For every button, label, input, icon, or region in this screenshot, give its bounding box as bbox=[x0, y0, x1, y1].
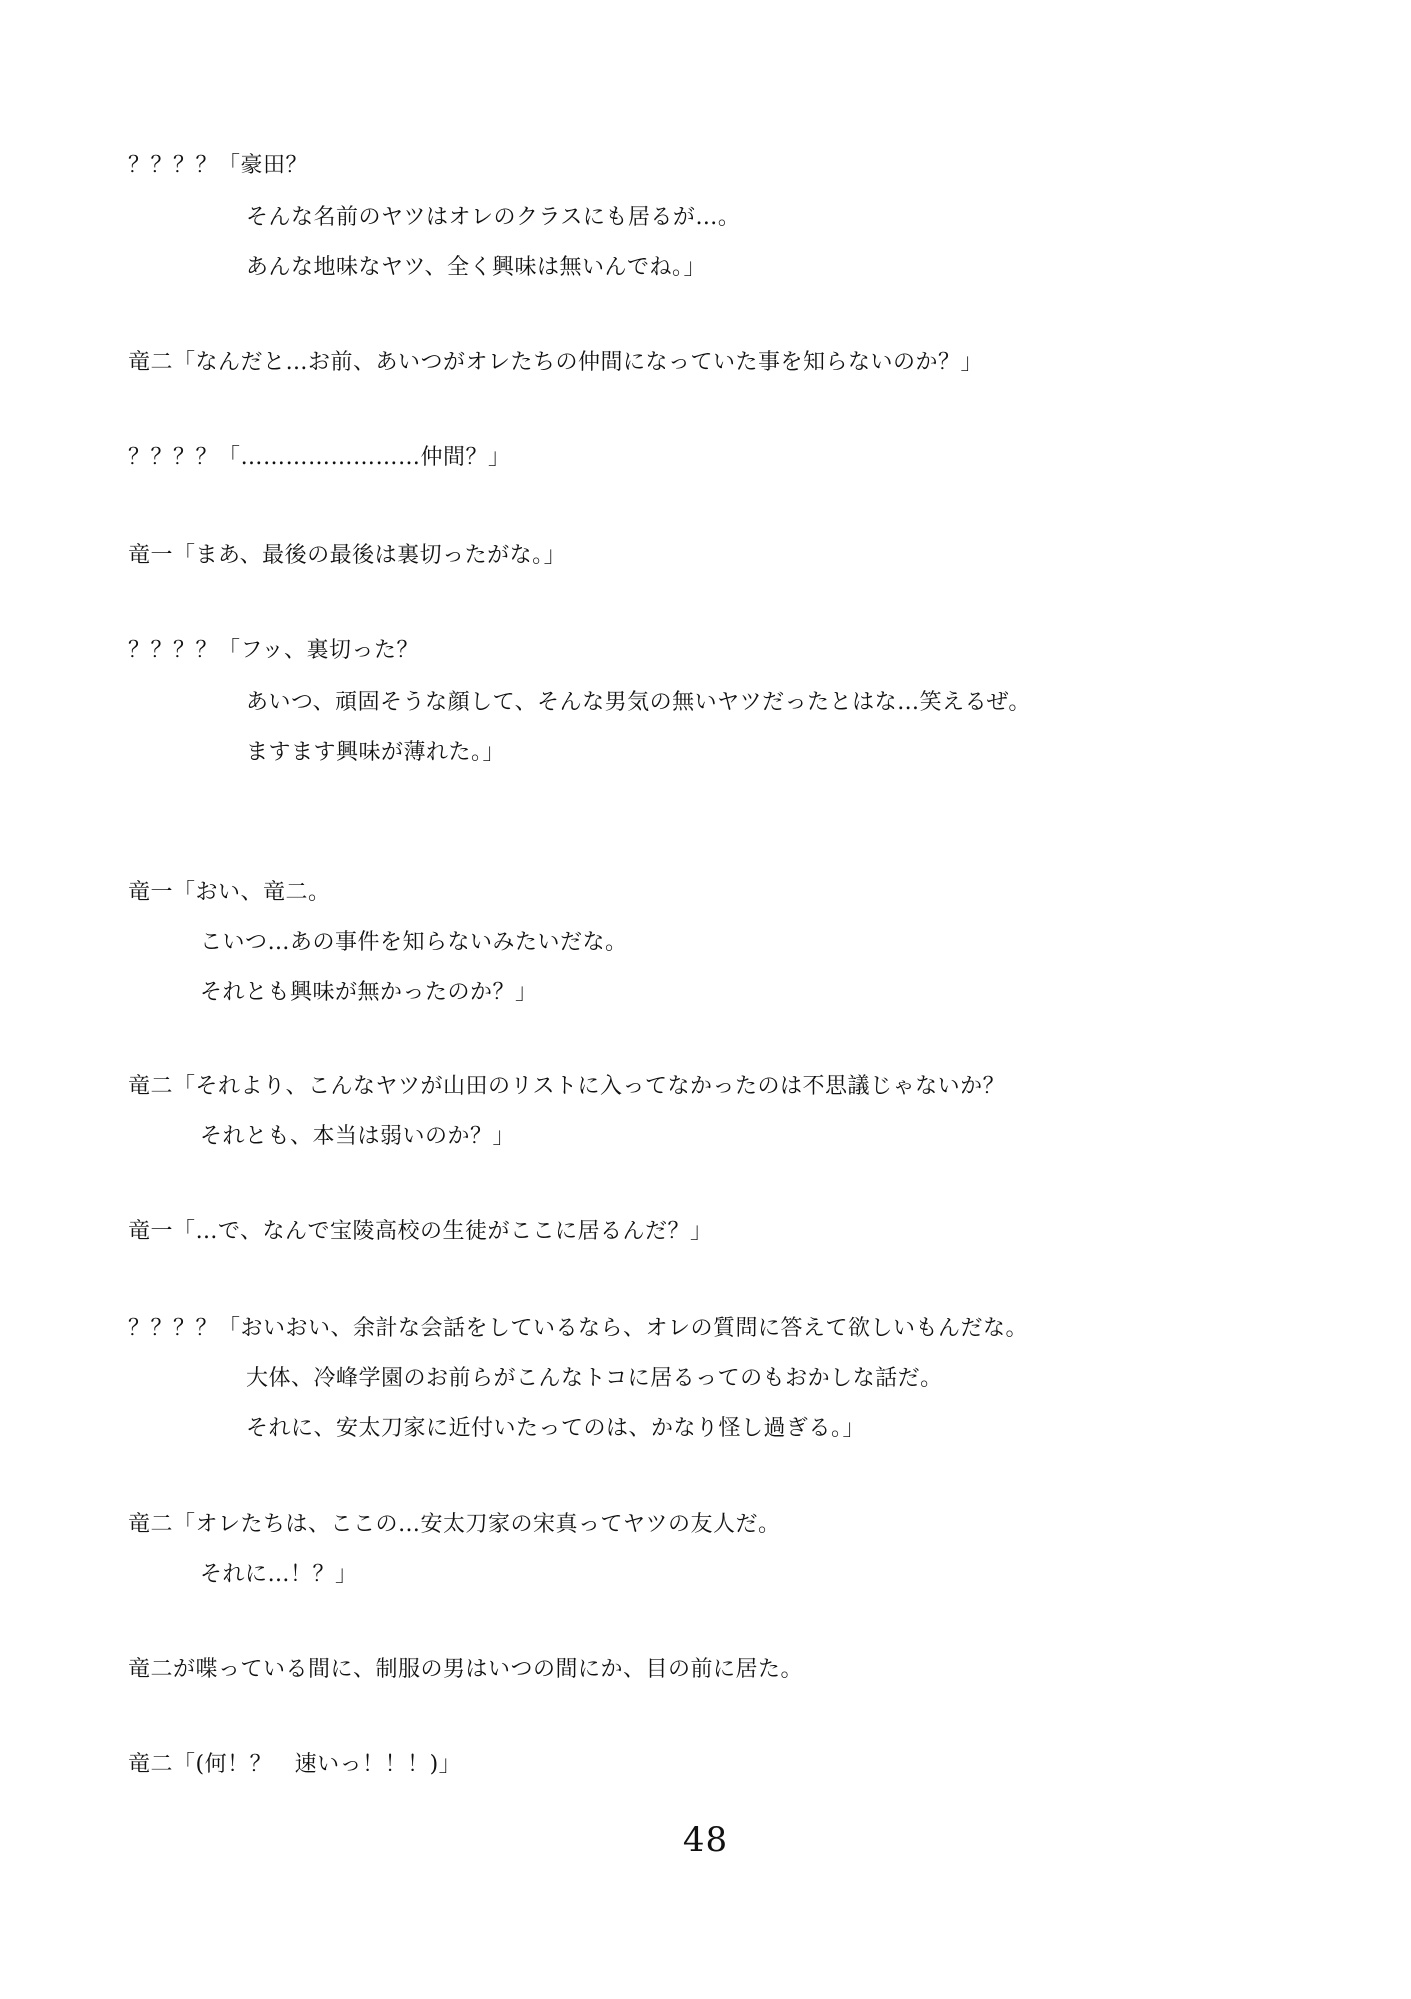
dialogue-line: それに…！？」 bbox=[200, 1562, 358, 1587]
dialogue-line: 竜一「おい、竜二。 bbox=[128, 880, 331, 905]
dialogue-line: それとも、本当は弱いのか？」 bbox=[200, 1124, 516, 1149]
dialogue-line: それとも興味が無かったのか？」 bbox=[200, 980, 538, 1005]
dialogue-line: あいつ、頑固そうな顔して、そんな男気の無いヤツだったとはな…笑えるぜ。 bbox=[246, 690, 1031, 715]
dialogue-line: 竜二「なんだと…お前、あいつがオレたちの仲間になっていた事を知らないのか？」 bbox=[128, 350, 984, 375]
dialogue-line: 竜一「…で、なんで宝陵高校の生徒がここに居るんだ？」 bbox=[128, 1219, 713, 1244]
dialogue-line: あんな地味なヤツ、全く興味は無いんでね。」 bbox=[246, 255, 706, 280]
dialogue-line: 竜一「まあ、最後の最後は裏切ったがな。」 bbox=[128, 543, 567, 568]
dialogue-line: こいつ…あの事件を知らないみたいだな。 bbox=[200, 930, 628, 955]
narration-line: 竜二が喋っている間に、制服の男はいつの間にか、目の前に居た。 bbox=[128, 1657, 804, 1682]
dialogue-line: 竜二「それより、こんなヤツが山田のリストに入ってなかったのは不思議じゃないか？ bbox=[128, 1074, 1006, 1099]
dialogue-line: ますます興味が薄れた。」 bbox=[246, 740, 506, 765]
dialogue-line: ？？？？「……………………仲間？」 bbox=[128, 445, 511, 470]
dialogue-line: そんな名前のヤツはオレのクラスにも居るが…。 bbox=[246, 205, 741, 230]
dialogue-line: 大体、冷峰学園のお前らがこんなトコに居るってのもおかしな話だ。 bbox=[246, 1366, 943, 1391]
dialogue-line: それに、安太刀家に近付いたってのは、かなり怪し過ぎる。」 bbox=[246, 1416, 866, 1441]
dialogue-line: 竜二「オレたちは、ここの…安太刀家の宋真ってヤツの友人だ。 bbox=[128, 1512, 781, 1537]
dialogue-line: 竜二「(何！？ 速いっ！！！)」 bbox=[128, 1752, 462, 1777]
dialogue-line: ？？？？「おいおい、余計な会話をしているなら、オレの質問に答えて欲しいもんだな。 bbox=[128, 1316, 1029, 1341]
dialogue-line: ？？？？「豪田？ bbox=[128, 153, 309, 178]
dialogue-line: ？？？？「フッ、裏切った？ bbox=[128, 638, 419, 663]
page-number: 48 bbox=[682, 1820, 729, 1860]
